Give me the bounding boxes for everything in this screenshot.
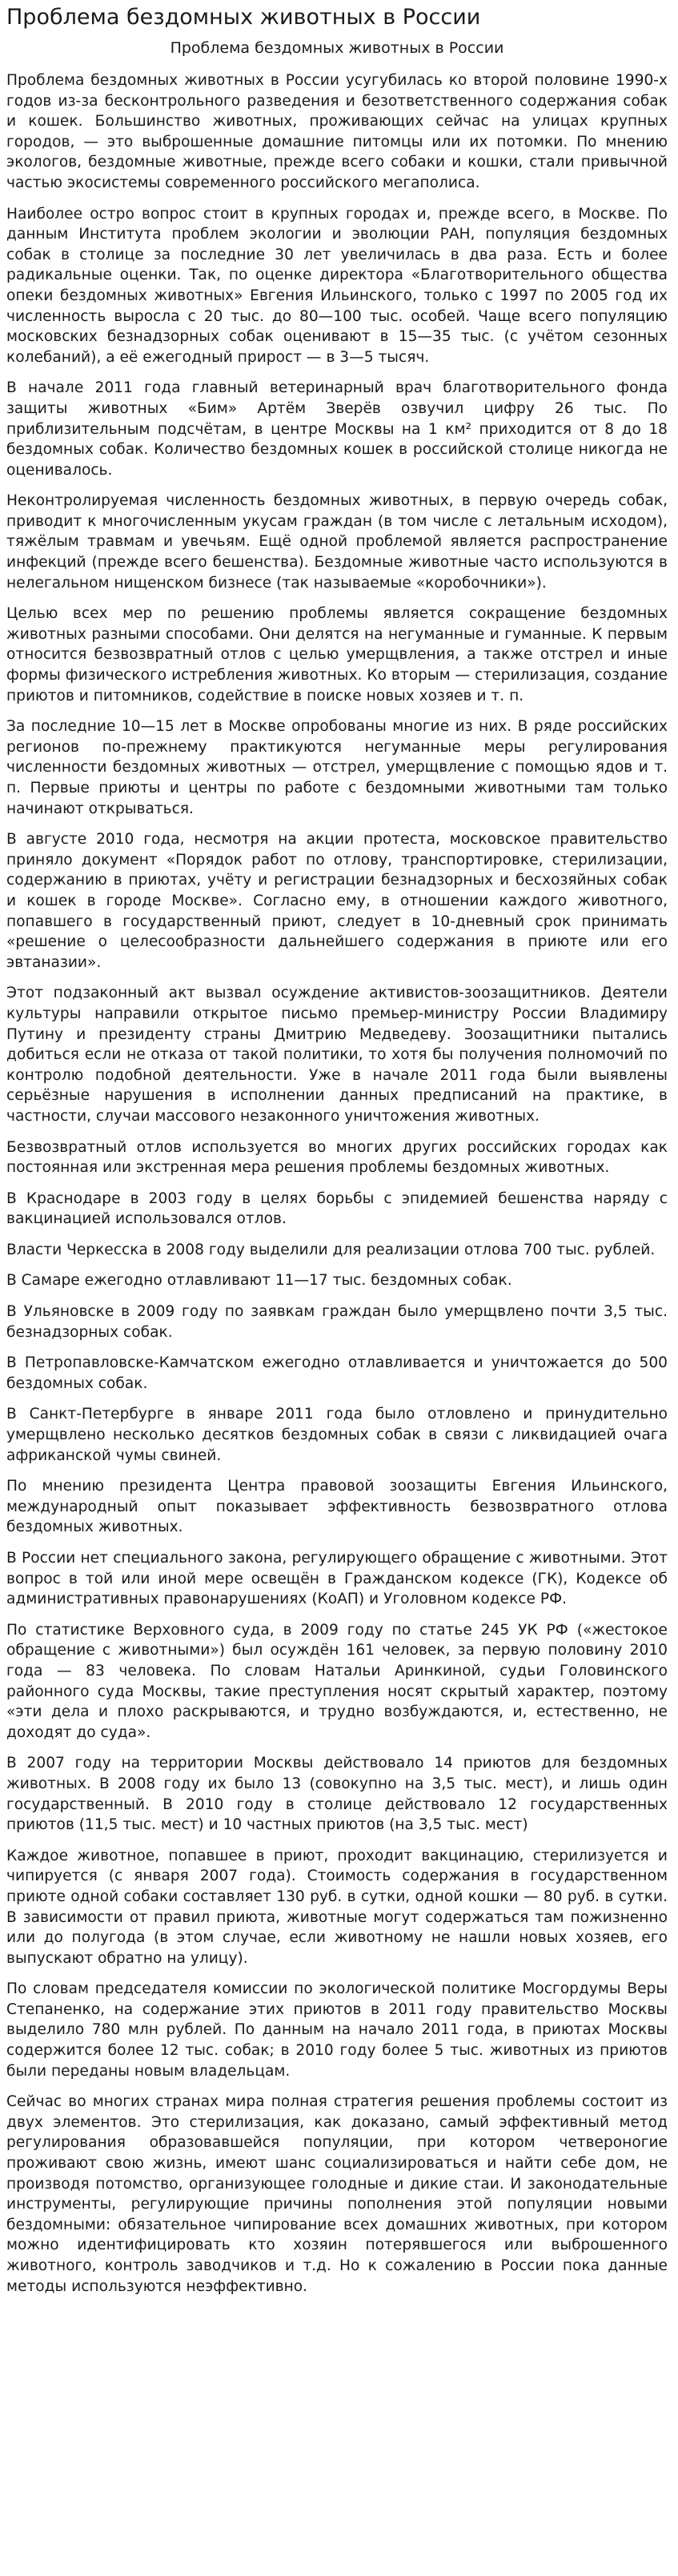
paragraph: За последние 10—15 лет в Москве опробованы многие из них. В ряде российских регионов по-прежнему практикуются негуманные меры регулирования численности бездомных животных — отстрел, умерщвление с помощью ядов и т. п. Первые приюты и центры по работе с бездомными животными там только начинают открываться.	[6, 718, 668, 817]
paragraph: Целью всех мер по решению проблемы является сокращение бездомных животных разными способами. Они делятся на негуманные и гуманные. К первым относится безвозвратный отлов с целью умерщвления, а также отстрел и иные формы физического истребления животных. Ко вторым — стерилизация, создание приютов и питомников, содействие в поиске новых хозяев и т. п.	[6, 605, 668, 704]
paragraph: По статистике Верховного суда, в 2009 году по статье 245 УК РФ («жестокое обращение с животными») был осуждён 161 человек, за первую половину 2010 года — 83 человека. По словам Натальи Аринкиной, судьи Головинского районного суда Москвы, такие преступления носят скрытый характер, поэтому «эти дела и плохо раскрываются, и трудно возбуждаются, и, естественно, не доходят до суда».	[6, 1621, 668, 1741]
paragraph: Каждое животное, попавшее в приют, проходит вакцинацию, стерилизуется и чипируется (с января 2007 года). Стоимость содержания в государственном приюте одной собаки составляет 130 руб. в сутки, одной кошки — 80 руб. в сутки. В зависимости от правил приюта, животные могут содержаться там пожизненно или до полугода (в этом случае, если животному не нашли новых хозяев, его выпускают обратно на улицу).	[6, 1847, 668, 1967]
paragraph: В Краснодаре в 2003 году в целях борьбы с эпидемией бешенства наряду с вакцинацией использовался отлов.	[6, 1190, 668, 1228]
paragraph: В Санкт-Петербурге в январе 2011 года было отловлено и принудительно умерщвлено несколько десятков бездомных собак в связи с ликвидацией очага африканской чумы свиней.	[6, 1406, 668, 1464]
paragraph: Неконтролируемая численность бездомных животных, в первую очередь собак, приводит к многочисленным укусам граждан (в том числе с летальным исходом), тяжёлым травмам и увечьям. Ещё одной проблемой является распространение инфекций (прежде всего бешенства). Бездомные животные часто используются в нелегальном нищенском бизнесе (так называемые «коробочники»).	[6, 492, 668, 592]
paragraph: В Самаре ежегодно отлавливают 11—17 тыс. бездомных собак.	[6, 1272, 512, 1290]
paragraph: В Ульяновске в 2009 году по заявкам граждан было умерщвлено почти 3,5 тыс. безнадзорных собак.	[6, 1303, 668, 1341]
paragraph: По словам председателя комиссии по экологической политике Мосгордумы Веры Степаненко, на содержание этих приютов в 2011 году правительство Москвы выделило 780 млн рублей. По данным на начало 2011 года, в приютах Москвы содержится более 12 тыс. собак; в 2010 году более 5 тыс. животных из приютов были переданы новым владельцам.	[6, 1980, 668, 2080]
article-body	[6, 70, 668, 2297]
paragraph: В начале 2011 года главный ветеринарный врач благотворительного фонда защиты животных «Бим» Артём Зверёв озвучил цифру 26 тыс. По приблизительным подсчётам, в центре Москвы на 1 км² приходится от 8 до 18 бездомных собак. Количество бездомных кошек в российской столице никогда не оценивалось.	[6, 379, 668, 479]
paragraph: По мнению президента Центра правовой зоозащиты Евгения Ильинского, международный опыт показывает эффективность безвозвратного отлова бездомных животных.	[6, 1478, 668, 1536]
paragraph: Безвозвратный отлов используется во многих других российских городах как постоянная или экстренная мера решения проблемы бездомных животных.	[6, 1138, 668, 1177]
paragraph: В Петропавловске-Камчатском ежегодно отлавливается и уничтожается до 500 бездомных собак.	[6, 1354, 668, 1392]
page-title: Проблема бездомных животных в России	[6, 5, 481, 30]
paragraph: Наиболее остро вопрос стоит в крупных городах и, прежде всего, в Москве. По данным Института проблем экологии и эволюции РАН, популяция бездомных собак в столице за последние 30 лет увеличилась в два раза. Есть и более радикальные оценки. Так, по оценке директора «Благотворительного общества опеки бездомных животных» Евгения Ильинского, только с 1997 по 2005 год их численность выросла с 20 тыс. до 80—100 тыс. особей. Чаще всего популяцию московских безнадзорных собак оценивают в 15—35 тыс. (с учётом сезонных колебаний), а её ежегодный прирост — в 3—5 тысяч.	[6, 205, 668, 366]
paragraph: Проблема бездомных животных в России усугубилась ко второй половине 1990-х годов из-за бесконтрольного разведения и безответственного содержания собак и кошек. Большинство животных, проживающих сейчас на улицах крупных городов, — это выброшенные домашние питомцы или их потомки. По мнению экологов, бездомные животные, прежде всего собаки и кошки, стали привычной частью экосистемы современного российского мегаполиса.	[6, 72, 668, 191]
article-subtitle: Проблема бездомных животных в России	[170, 39, 504, 57]
paragraph: Сейчас во многих странах мира полная стратегия решения проблемы состоит из двух элементов. Это стерилизация, как доказано, самый эффективный метод регулирования образовавшейся популяции, при котором четвероногие проживают свою жизнь, имеют шанс социализироваться и найти себе дом, не производя потомство, организующее голодные и дикие стаи. И законодательные инструменты, регулирующие причины пополнения этой популяции новыми бездомными: обязательное чипирование всех домашних животных, при котором можно идентифицировать кто хозяин потерявшегося или выброшенного животного, контроль заводчиков и т.д. Но к сожалению в России пока данные методы используются неэффективно.	[6, 2093, 668, 2295]
paragraph: В России нет специального закона, регулирующего обращение с животными. Этот вопрос в той или иной мере освещён в Гражданском кодексе (ГК), Кодексе об административных правонарушениях (КоАП) и Уголовном кодексе РФ.	[6, 1550, 668, 1608]
paragraph: Этот подзаконный акт вызвал осуждение активистов-зоозащитников. Деятели культуры направили открытое письмо премьер-министру России Владимиру Путину и президенту страны Дмитрию Медведеву. Зоозащитники пытались добиться если не отказа от такой политики, то хотя бы получения полномочий по контролю подобной деятельности. Уже в начале 2011 года были выявлены серьёзные нарушения в исполнении данных предписаний на практике, в частности, случаи массового незаконного уничтожения животных.	[6, 985, 668, 1125]
paragraph: В 2007 году на территории Москвы действовало 14 приютов для бездомных животных. В 2008 году их было 13 (совокупно на 3,5 тыс. мест), и лишь один государственный. В 2010 году в столице действовало 12 государственных приютов (11,5 тыс. мест) и 10 частных приютов (на 3,5 тыс. мест)	[6, 1755, 668, 1834]
paragraph: Власти Черкесска в 2008 году выделили для реализации отлова 700 тыс. рублей.	[6, 1241, 656, 1258]
paragraph: В августе 2010 года, несмотря на акции протеста, московское правительство приняло документ «Порядок работ по отлову, транспортировке, стерилизации, содержанию в приютах, учёту и регистрации безнадзорных и бесхозяйных собак и кошек в городе Москве». Согласно ему, в отношении каждого животного, попавшего в государственный приют, следует в 10-дневный срок принимать «решение о целесообразности дальнейшего содержания в приюте или его эвтаназии».	[6, 831, 668, 971]
